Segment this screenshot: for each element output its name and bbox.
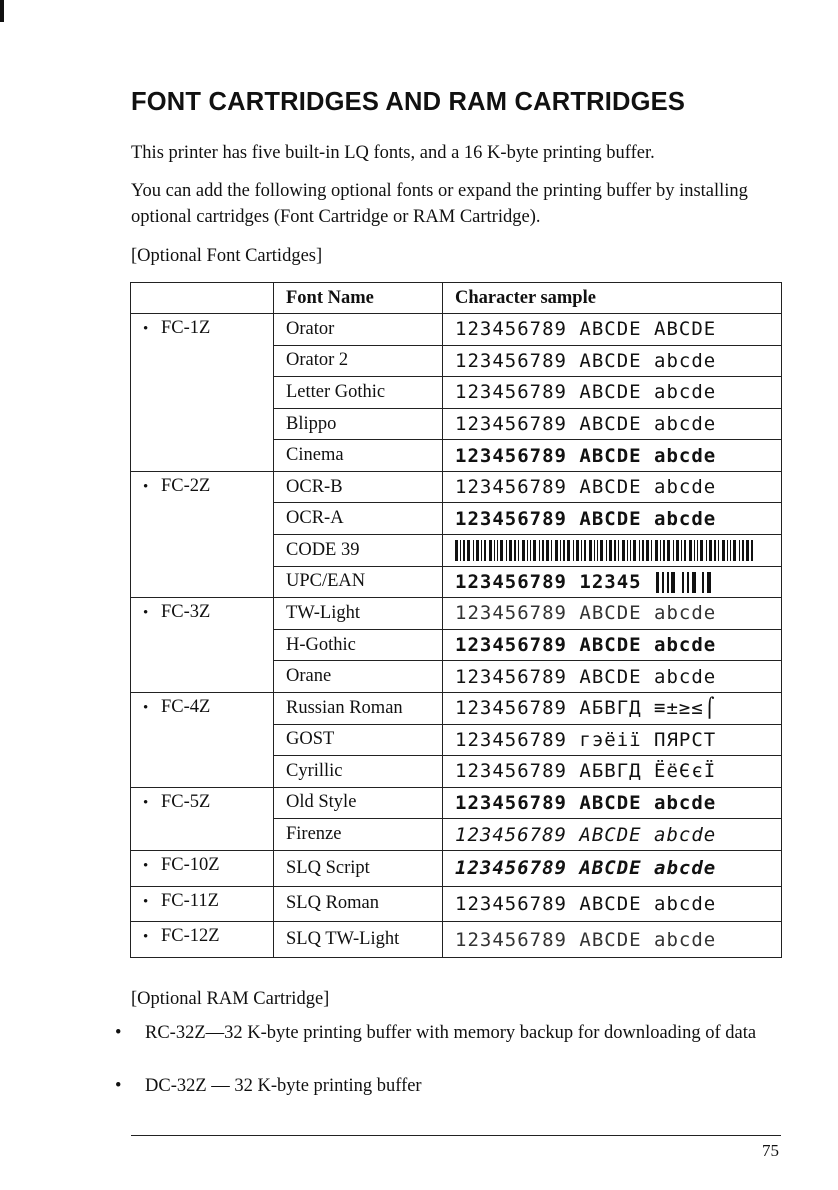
upc-barcode-icon: [654, 572, 714, 593]
bullet-icon: •: [143, 857, 149, 874]
bullet-icon: •: [143, 794, 149, 811]
cartridge-label: FC-10Z: [161, 854, 220, 875]
upc-sample-text: 123456789 12345: [455, 570, 642, 593]
font-name: SLQ TW-Light: [274, 922, 443, 958]
list-item: [115, 1073, 802, 1099]
font-name: CODE 39: [274, 535, 443, 567]
font-name: Orane: [274, 661, 443, 693]
font-name: Cinema: [274, 440, 443, 472]
character-sample: 123456789 ABCDE abcde: [443, 377, 782, 409]
table-row: [131, 598, 782, 630]
character-sample: 123456789 ABCDE abcde: [443, 819, 782, 851]
cartridge-label: FC-11Z: [161, 890, 219, 911]
table-row: [131, 886, 782, 922]
bullet-icon: •: [143, 893, 149, 910]
character-sample: 123456789 ABCDE abcde: [443, 598, 782, 630]
font-name: Letter Gothic: [274, 377, 443, 409]
character-sample: 123456789 ABCDE ABCDE: [443, 314, 782, 346]
list-item-text: DC-32Z — 32 K-byte printing buffer: [145, 1076, 422, 1096]
cartridge-cell: [131, 922, 274, 958]
cartridge-label: FC-4Z: [161, 696, 211, 717]
font-name: Firenze: [274, 819, 443, 851]
font-cartridges-label: [Optional Font Cartidges]: [131, 246, 323, 266]
font-name: Cyrillic: [274, 756, 443, 788]
font-name: SLQ Roman: [274, 886, 443, 922]
character-sample: 123456789 ABCDE abcde: [443, 787, 782, 819]
font-name: Orator: [274, 314, 443, 346]
font-name: OCR-B: [274, 471, 443, 503]
cartridge-cell: [131, 692, 274, 787]
bullet-icon: •: [143, 699, 149, 716]
list-item: [115, 1020, 802, 1046]
font-name: Blippo: [274, 408, 443, 440]
table-row: [131, 692, 782, 724]
font-name: Old Style: [274, 787, 443, 819]
character-sample: [443, 535, 782, 567]
character-sample: 123456789 АБВГД ЁёЄєЇ: [443, 756, 782, 788]
font-name: UPC/EAN: [274, 566, 443, 598]
character-sample: 123456789 гэëiï ПЯРСТ: [443, 724, 782, 756]
list-item-text: RC-32Z—32 K-byte printing buffer with memory backup for downloading of data: [145, 1023, 757, 1043]
table-row: [131, 787, 782, 819]
cartridge-cell: [131, 598, 274, 693]
cartridge-cell: [131, 886, 274, 922]
cartridge-label: FC-2Z: [161, 475, 211, 496]
bullet-icon: •: [115, 1023, 122, 1043]
intro-paragraph: This printer has five built-in LQ fonts, and a 16 K-byte printing buffer.: [131, 143, 655, 163]
cartridge-label: FC-12Z: [161, 926, 220, 947]
character-sample: 123456789 ABCDE abcde: [443, 850, 782, 886]
cartridge-label: FC-3Z: [161, 602, 211, 623]
footer-divider: [131, 1135, 781, 1136]
cartridge-cell: [131, 314, 274, 472]
font-name: OCR-A: [274, 503, 443, 535]
character-sample: [443, 566, 782, 598]
font-name: TW-Light: [274, 598, 443, 630]
font-name: SLQ Script: [274, 850, 443, 886]
font-name: GOST: [274, 724, 443, 756]
character-sample: 123456789 ABCDE abcde: [443, 661, 782, 693]
table-row: [131, 922, 782, 958]
table-row: [131, 471, 782, 503]
table-header-row: [131, 283, 782, 314]
cartridge-label: FC-5Z: [161, 791, 211, 812]
character-sample: 123456789 АБВГД ≡±≥≤⌠: [443, 692, 782, 724]
bullet-icon: •: [143, 929, 149, 946]
header-character-sample: Character sample: [443, 283, 782, 314]
character-sample: 123456789 ABCDE abcde: [443, 503, 782, 535]
code39-barcode-icon: [455, 540, 755, 561]
character-sample: 123456789 ABCDE abcde: [443, 629, 782, 661]
bullet-icon: •: [143, 321, 149, 337]
character-sample: 123456789 ABCDE abcde: [443, 440, 782, 472]
cartridge-cell: [131, 471, 274, 597]
expansion-paragraph: You can add the following optional fonts or expand the printing buffer by installing optional cartridges (Font Cartridge or RAM Cartridge).: [131, 181, 748, 227]
table-row: [131, 314, 782, 346]
bullet-icon: •: [143, 605, 149, 622]
font-name: Russian Roman: [274, 692, 443, 724]
edge-mark: [0, 0, 4, 22]
table-row: [131, 850, 782, 886]
bullet-icon: •: [115, 1076, 122, 1096]
character-sample: 123456789 ABCDE abcde: [443, 471, 782, 503]
header-font-name: Font Name: [274, 283, 443, 314]
ram-cartridge-label: [Optional RAM Cartridge]: [131, 989, 330, 1009]
character-sample: 123456789 ABCDE abcde: [443, 886, 782, 922]
header-cartridge: [131, 283, 274, 314]
page-heading: FONT CARTRIDGES AND RAM CARTRIDGES: [131, 88, 686, 116]
cartridge-cell: [131, 850, 274, 886]
character-sample: 123456789 ABCDE abcde: [443, 922, 782, 958]
font-cartridge-table: [130, 282, 782, 958]
cartridge-cell: [131, 787, 274, 850]
character-sample: 123456789 ABCDE abcde: [443, 345, 782, 377]
bullet-icon: •: [143, 478, 149, 495]
font-name: Orator 2: [274, 345, 443, 377]
font-name: H-Gothic: [274, 629, 443, 661]
character-sample: 123456789 ABCDE abcde: [443, 408, 782, 440]
cartridge-label: FC-1Z: [161, 318, 211, 338]
page-number: 75: [762, 1141, 779, 1160]
